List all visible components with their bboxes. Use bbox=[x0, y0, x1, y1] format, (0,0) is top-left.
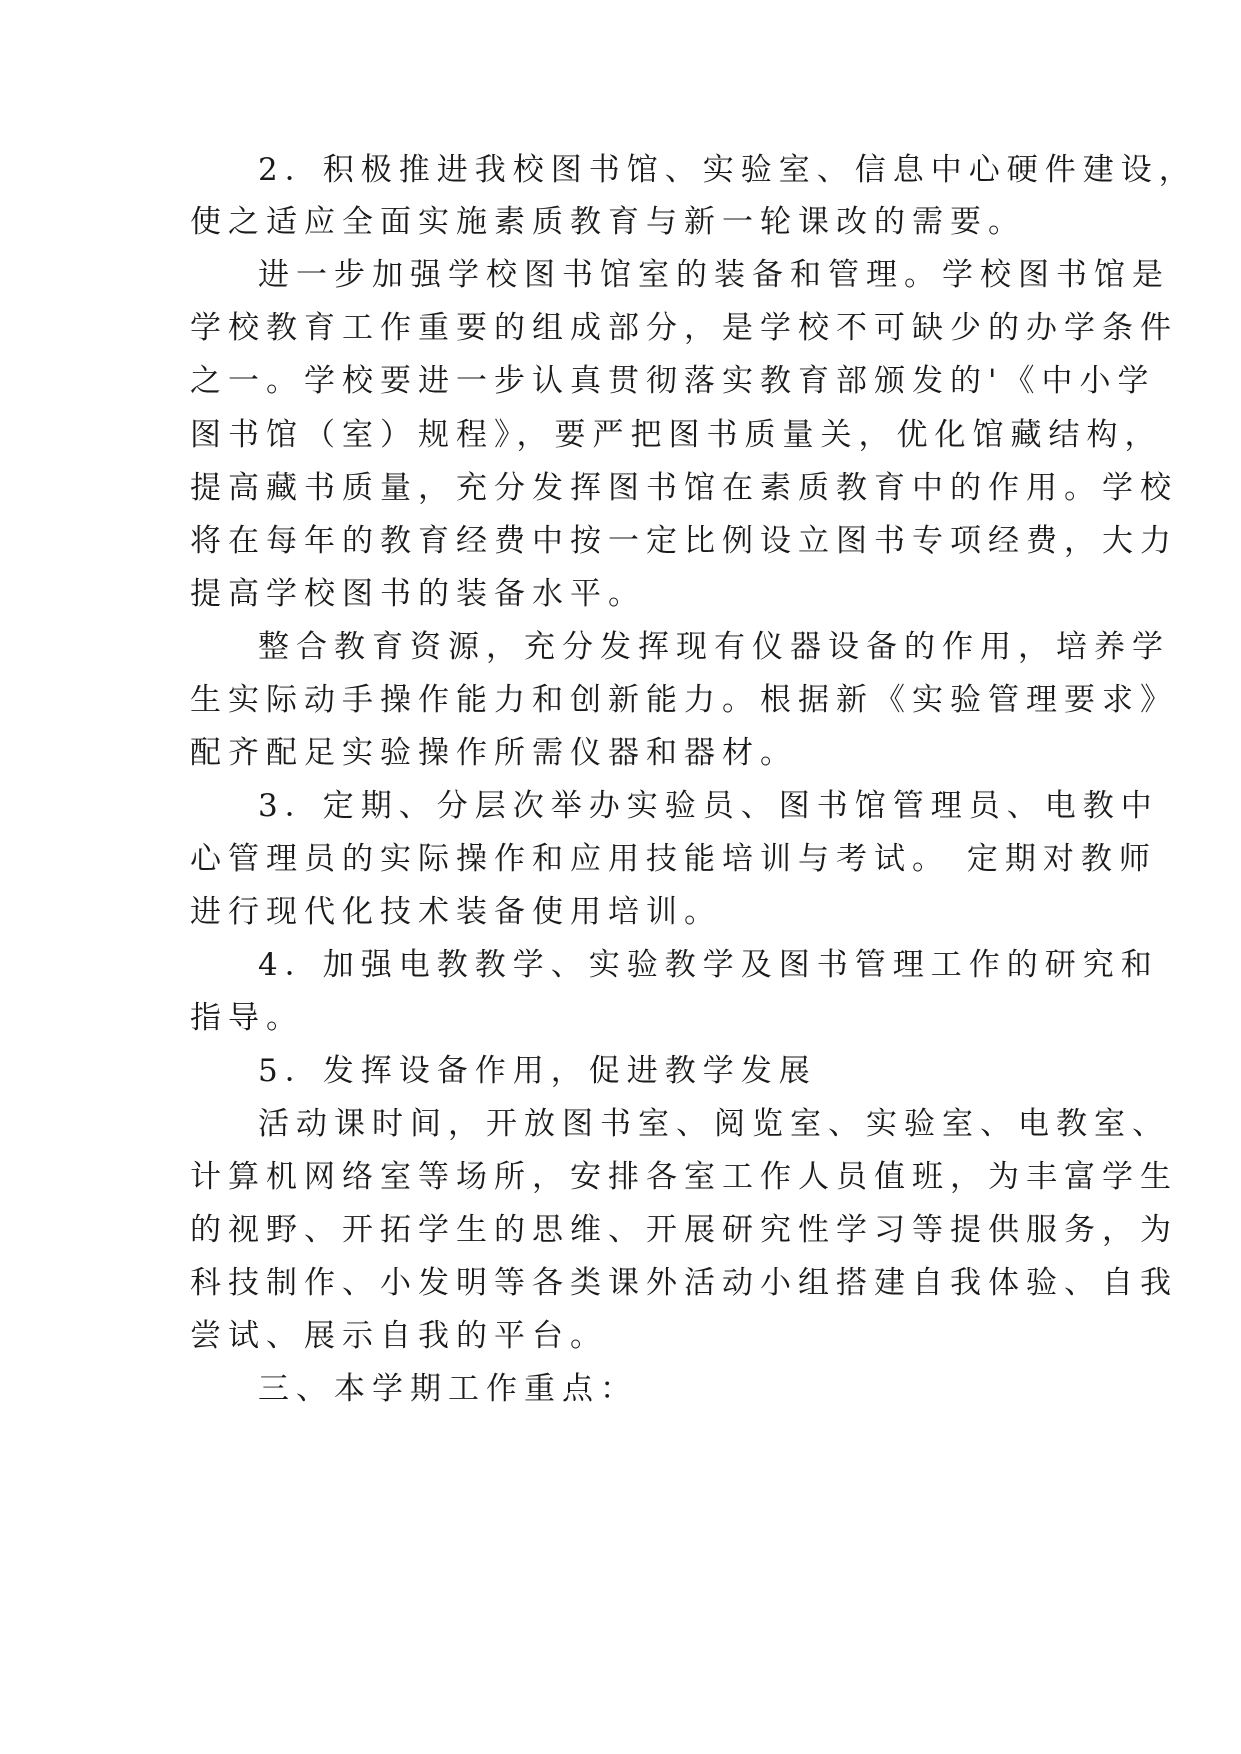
text-line: 整合教育资源，充分发挥现有仪器设备的作用，培养学 bbox=[258, 629, 1170, 665]
text-line: 提高学校图书的装备水平。 bbox=[190, 576, 646, 612]
text-line: 将在每年的教育经费中按一定比例设立图书专项经费，大力 bbox=[190, 523, 1178, 559]
text-line: 3．定期、分层次举办实验员、图书馆管理员、电教中 bbox=[258, 788, 1159, 824]
text-line: 4．加强电教教学、实验教学及图书管理工作的研究和 bbox=[258, 947, 1159, 983]
text-line: 配齐配足实验操作所需仪器和器材。 bbox=[190, 735, 798, 771]
text-line: 计算机网络室等场所，安排各室工作人员值班，为丰富学生 bbox=[190, 1159, 1178, 1195]
text-line: 图书馆（室）规程》，要严把图书质量关，优化馆藏结构， bbox=[190, 417, 1163, 453]
section-heading: 三、本学期工作重点： bbox=[258, 1371, 638, 1407]
text-line: 科技制作、小发明等各类课外活动小组搭建自我体验、自我 bbox=[190, 1265, 1178, 1301]
text-line: 之一。学校要进一步认真贯彻落实教育部颁发的'《中小学 bbox=[190, 363, 1156, 399]
text-line: 2．积极推进我校图书馆、实验室、信息中心硬件建设， bbox=[258, 152, 1197, 188]
text-line: 活动课时间，开放图书室、阅览室、实验室、电教室、 bbox=[258, 1106, 1170, 1142]
text-line: 的视野、开拓学生的思维、开展研究性学习等提供服务，为 bbox=[190, 1212, 1178, 1248]
text-line: 尝试、展示自我的平台。 bbox=[190, 1318, 608, 1354]
text-line: 心管理员的实际操作和应用技能培训与考试。 定期对教师 bbox=[190, 841, 1157, 877]
text-line: 学校教育工作重要的组成部分，是学校不可缺少的办学条件 bbox=[190, 310, 1178, 346]
text-line: 生实际动手操作能力和创新能力。根据新《实验管理要求》 bbox=[190, 682, 1178, 718]
text-line: 进一步加强学校图书馆室的装备和管理。学校图书馆是 bbox=[258, 257, 1170, 293]
text-line: 进行现代化技术装备使用培训。 bbox=[190, 894, 722, 930]
text-line: 指导。 bbox=[190, 1000, 304, 1036]
text-line: 使之适应全面实施素质教育与新一轮课改的需要。 bbox=[190, 204, 1026, 240]
text-line: 5．发挥设备作用，促进教学发展 bbox=[258, 1053, 817, 1089]
text-line: 提高藏书质量，充分发挥图书馆在素质教育中的作用。学校 bbox=[190, 470, 1178, 506]
